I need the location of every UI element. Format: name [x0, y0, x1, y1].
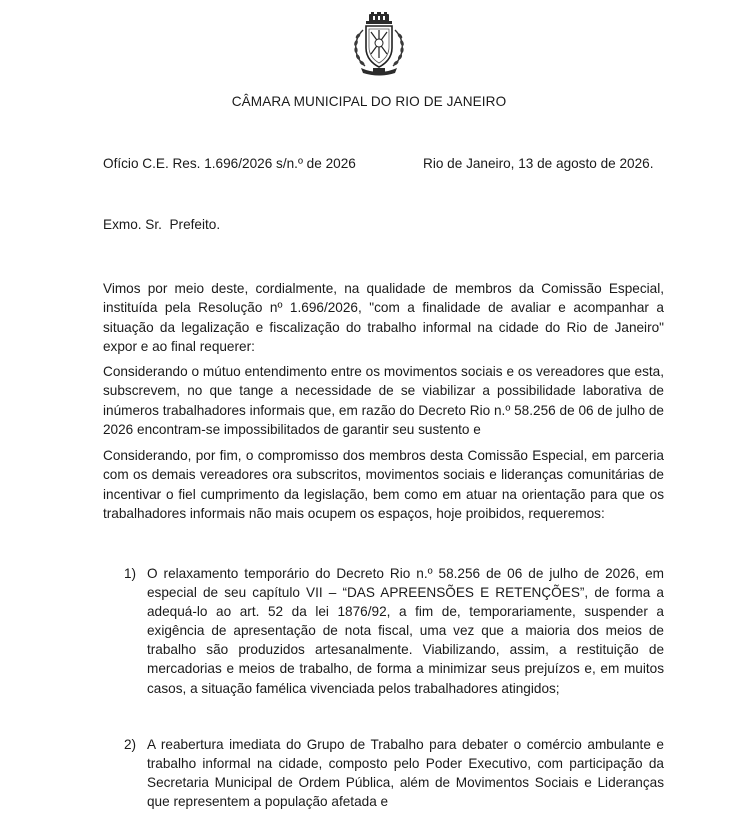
request-text: A reabertura imediata do Grupo de Trabalho para debater o comércio ambulante e trabalho informal na cidade, composto pelo Poder Executivo, com participação da Secretaria Municipal de Ordem Pública, além de Movimentos Sociais e Lideranças que representem a população afetada e [147, 737, 664, 810]
body-paragraph: Considerando, por fim, o compromisso dos membros desta Comissão Especial, em parceria com os demais vereadores ora subscritos, movimentos sociais e lideranças comunitárias de incentivar o fiel cumprimento da legislação, bem como em atuar na orientação para que os trabalhadores informais não mais ocupem os espaços, hoje proibidos, requeremos: [103, 448, 664, 521]
city-council-coat-of-arms-icon [349, 12, 409, 76]
salutation: Exmo. Sr. Prefeito. [103, 217, 221, 232]
request-number: 1) [124, 566, 137, 581]
place-date: Rio de Janeiro, 13 de agosto de 2026. [423, 156, 654, 171]
body-paragraph: Considerando o mútuo entendimento entre os movimentos sociais e os vereadores que esta, subscrevem, no que tange a necessidade de se viabilizar a possibilidade laborativa de inúmeros trabalhadores informais que, em razão do Decreto Rio n.º 58.256 de 06 de julho de 2026 encontram-se impossibilitados de garantir seu sustento e [103, 364, 664, 437]
request-text: O relaxamento temporário do Decreto Rio n.º 58.256 de 06 de julho de 2026, em especial de seu capítulo VII – “DAS APREENSÕES E RETENÇÕES”, de forma a adequá-lo ao art. 52 da lei 1876/92, a fim de, temporariamente, suspender a exigência de apresentação de nota fiscal, uma vez que a maioria dos meios de trabalho são produzidos artesanalmente. Viabilizando, assim, a restituição de mercadorias e meios de trabalho, de forma a minimizar seus prejuízos e, em muitos casos, a situação famélica vivenciada pelos trabalhadores atingidos; [147, 566, 664, 696]
body-paragraph: Vimos por meio deste, cordialmente, na qualidade de membros da Comissão Especial, instituída pela Resolução nº 1.696/2026, "com a finalidade de avaliar e acompanhar a situação da legalização e fiscalização do trabalho informal na cidade do Rio de Janeiro" expor e ao final requerer: [103, 281, 664, 354]
reference-line [103, 156, 663, 176]
office-number: Ofício C.E. Res. 1.696/2026 s/n.º de 2026 [103, 156, 356, 171]
request-number: 2) [124, 737, 137, 752]
institution-name: CÂMARA MUNICIPAL DO RIO DE JANEIRO [231, 94, 507, 109]
